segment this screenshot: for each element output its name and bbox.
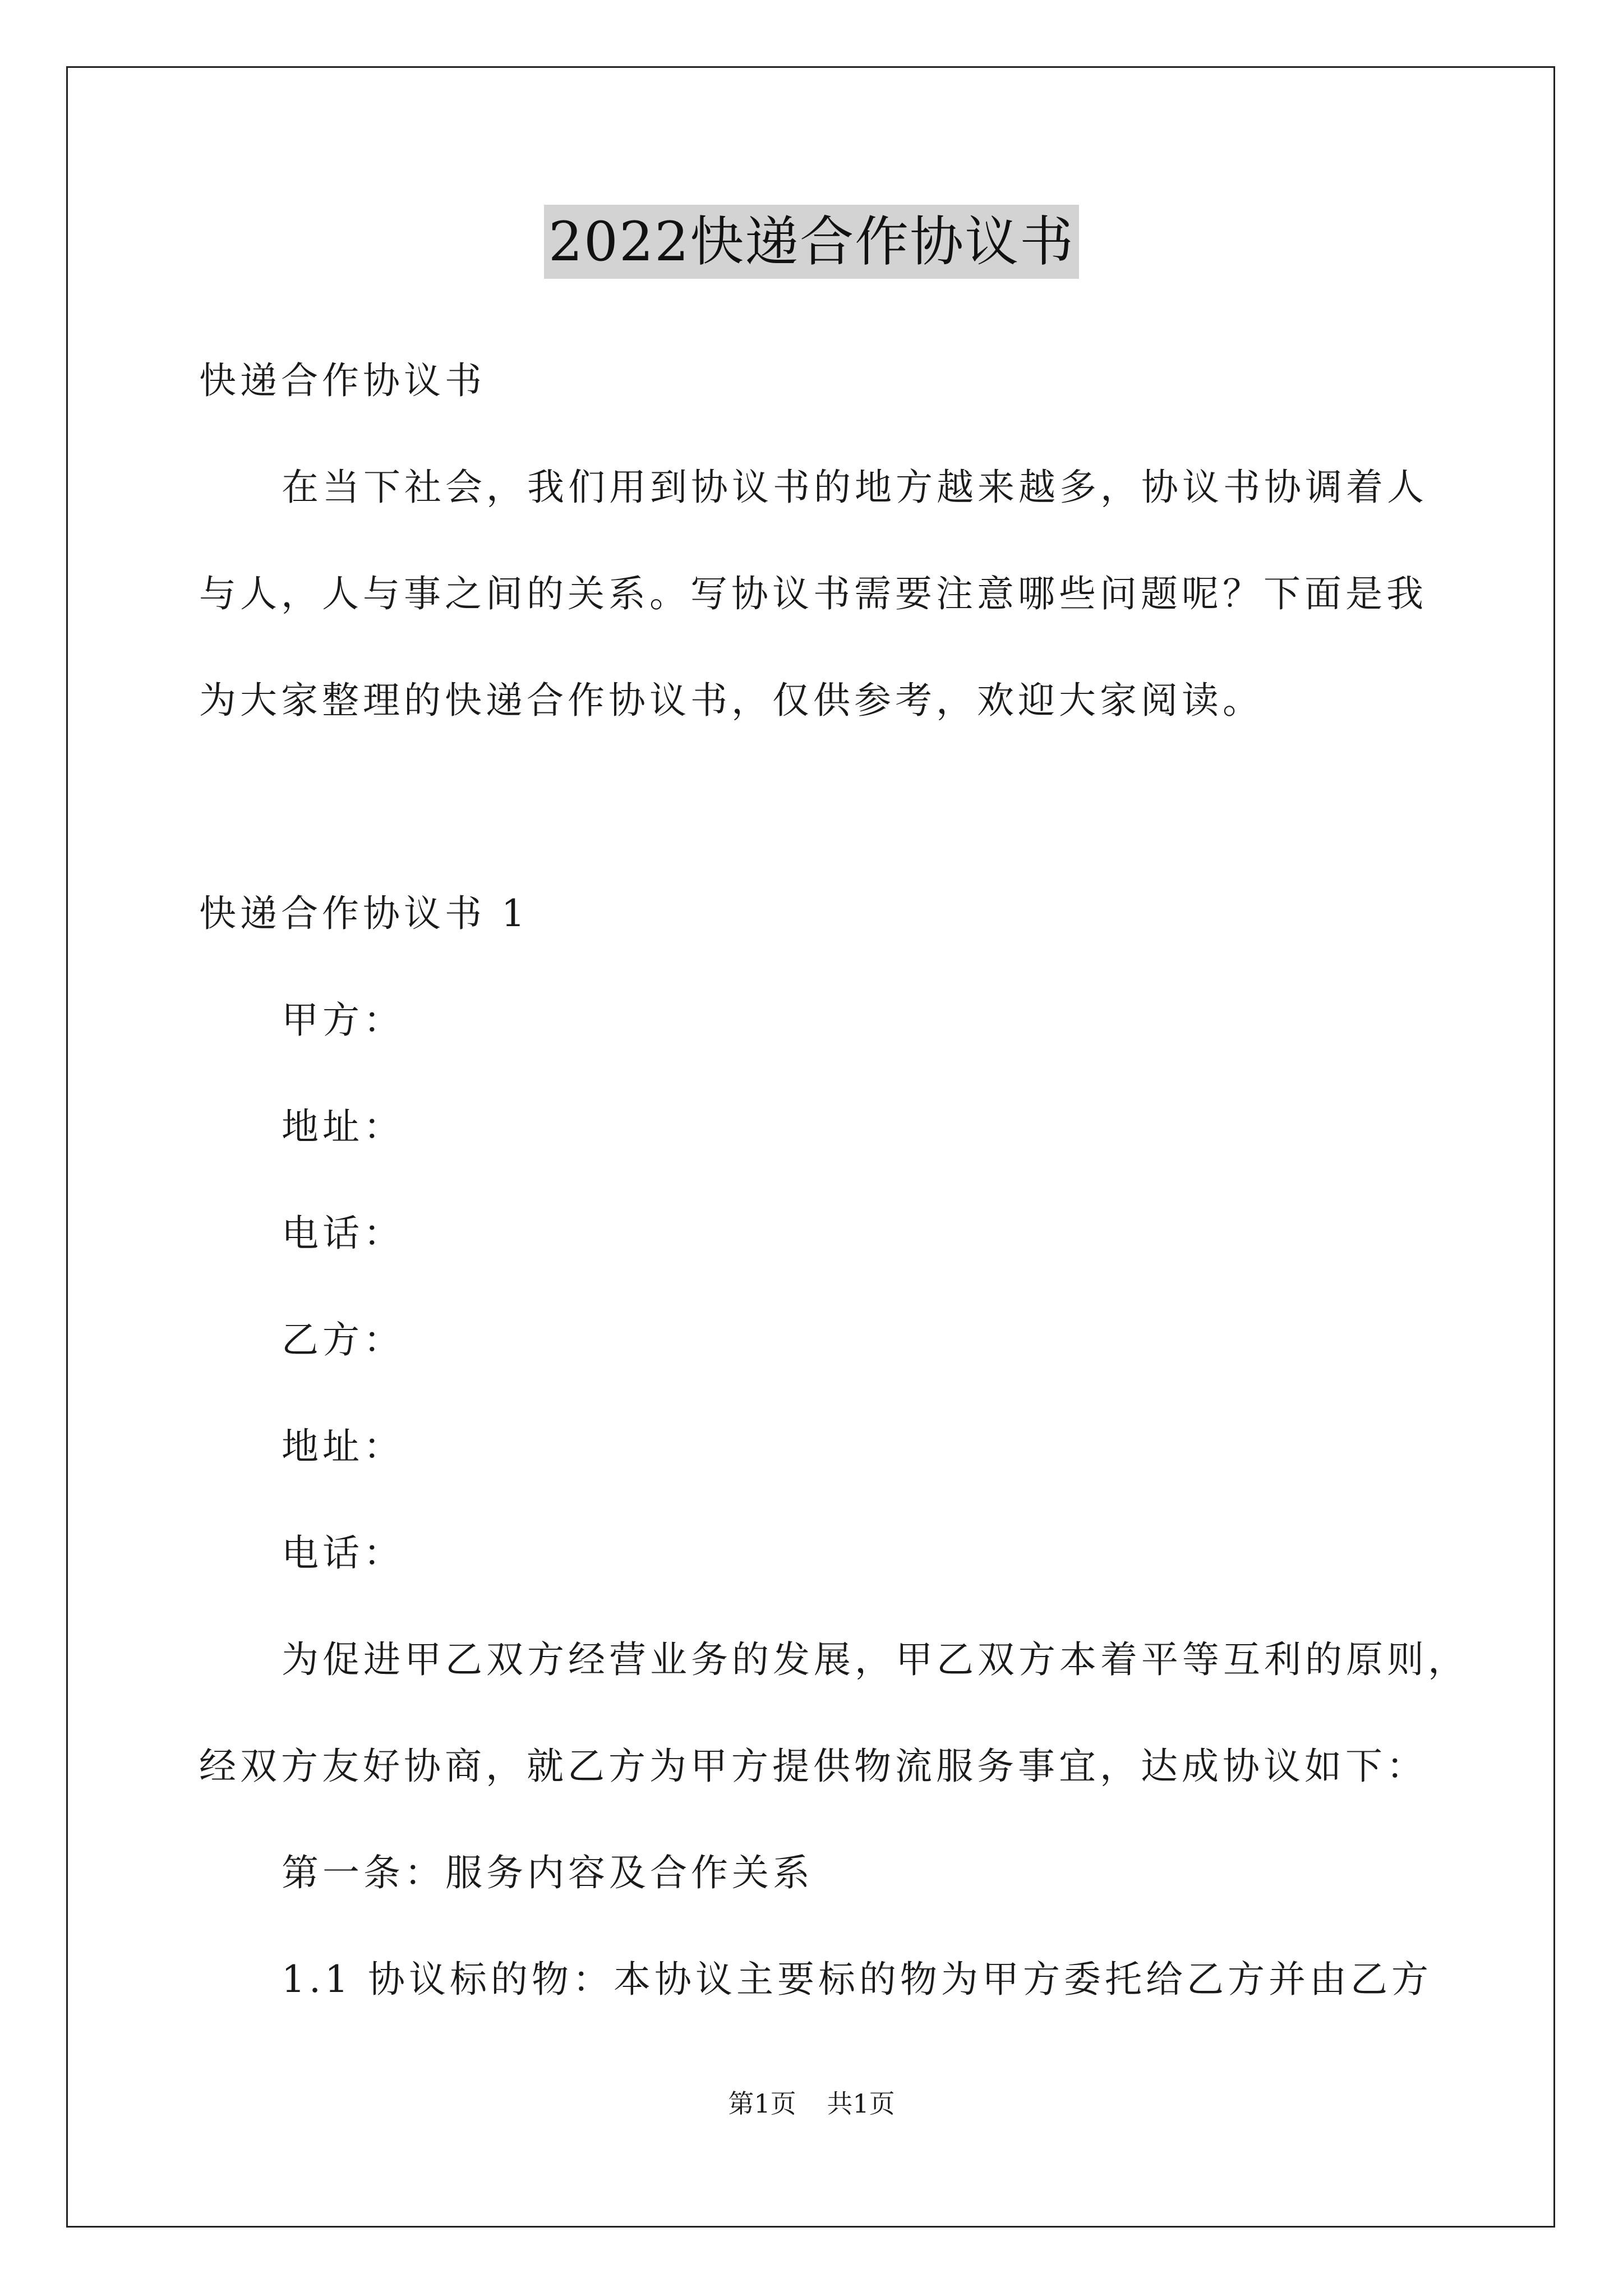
purpose-line-2: 经双方友好协商，就乙方为甲方提供物流服务事宜，达成协议如下： (199, 1745, 1427, 1788)
purpose-line-1: 为促进甲乙双方经营业务的发展，甲乙双方本着平等互利的原则， (282, 1638, 1469, 1681)
page-footer (0, 2087, 1623, 2120)
intro-line-3: 为大家整理的快递合作协议书，仅供参考，欢迎大家阅读。 (199, 679, 1264, 722)
party-a-address: 地址： (282, 1105, 404, 1148)
section-heading: 快递合作协议书 1 (199, 892, 529, 935)
party-a-label: 甲方： (282, 999, 404, 1042)
document-title: 2022快递合作协议书 (544, 205, 1079, 279)
intro-line-1: 在当下社会，我们用到协议书的地方越来越多，协议书协调着人 (282, 466, 1428, 509)
article-1-title: 第一条：服务内容及合作关系 (282, 1851, 814, 1894)
page-number-total: 共1页 (827, 2088, 895, 2119)
party-b-phone: 电话： (282, 1531, 404, 1575)
title-container (0, 205, 1623, 279)
document-subtitle: 快递合作协议书 (199, 359, 486, 402)
intro-line-2: 与人，人与事之间的关系。写协议书需要注意哪些问题呢？下面是我 (199, 572, 1427, 615)
clause-1-1: 1.1 协议标的物：本协议主要标的物为甲方委托给乙方并由乙方 (282, 1958, 1432, 2001)
party-b-address: 地址： (282, 1425, 404, 1468)
page-number-current: 第1页 (728, 2088, 796, 2119)
party-b-label: 乙方： (282, 1318, 404, 1361)
party-a-phone: 电话： (282, 1212, 404, 1255)
